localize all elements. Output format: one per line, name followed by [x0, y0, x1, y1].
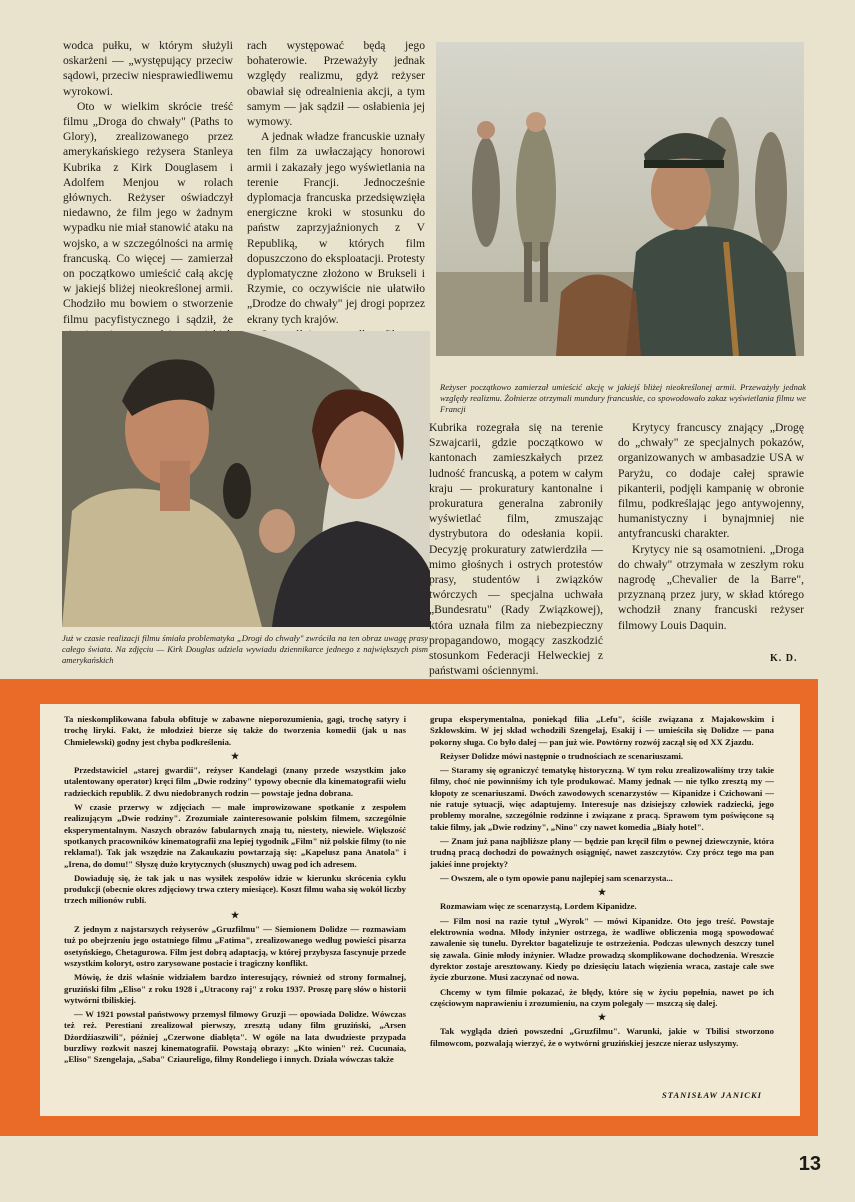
- photo-officer-scene: [436, 42, 804, 356]
- article-signature: K. D.: [770, 653, 798, 664]
- panel-column-left: [64, 714, 406, 1069]
- paragraph: wodca pułku, w którym służyli oskarżeni — „występujący przeciw sądowi, przeciw niesprawiedliwemu wyrokowi.: [63, 39, 233, 98]
- paragraph: Rozmawiam więc ze scenarzystą, Lordem Kipanidze.: [440, 901, 637, 912]
- star-separator: ★: [230, 909, 240, 920]
- panel-signature: STANISŁAW JANICKI: [662, 1090, 762, 1100]
- caption-left: Już w czasie realizacji filmu śmiała problematyka „Drogi do chwały" zwróciła na ten obraz uwagę prasy całego świata. Na zdjęciu — Kirk Douglas udziela wywiadu dziennikarce jednego z największych pism amerykańskich: [62, 633, 428, 665]
- paragraph: Dowiaduję się, że tak jak u nas wysiłek zespołów idzie w kierunku skrócenia cyklu produkcji (obecnie okres zdjęciowy trwa cztery miesiące). Koszt filmu waha się wokół liczby trzech milionów rubli.: [64, 872, 406, 906]
- paragraph: Oto w wielkim skrócie treść filmu „Droga do chwały" (Paths to Glory), zrealizowanego przez amerykańskiego reżysera Stanleya Kubrika z Kirk Douglasem i Adolfem Menjou w rolach głównych. Reżyser oświadczył niedawno, że film jego w żadnym wypadku nie miał stanowić ataku na wojsko, a w szczególności na armię francuską. Co więcej — zamierzał on początkowo umieścić całą akcję w jakiejś bliżej nieokreślonej armii. Chodziło mu bowiem o stworzenie filmu pacyfistycznego i sądził, że: [63, 99, 233, 326]
- paragraph: Tak wygląda dzień powszedni „Gruzfilmu". Warunki, jakie w Tbilisi stworzono filmowcom, pozwalają wierzyć, że o wytwórni gruzińskiej jeszcze nieraz usłyszymy.: [430, 1026, 774, 1048]
- paragraph: rach występować będą jego bohaterowie. Przeważyły jednak względy realizmu, gdyż reżyser obawiał się odrealnienia akcji, a tym samym — jak sądził — osłabienia jej wymowy.: [247, 39, 425, 129]
- article-column-3: [429, 420, 603, 678]
- paragraph: Reżyser Dolidze mówi następnie o trudnościach ze scenariuszami.: [440, 750, 684, 761]
- paragraph: A jednak władze francuskie uznały ten film za uwłaczający honorowi armii i zakazały jego wyświetlania na terenie Francji. Jednocześnie dyplomacja francuska przedsięwzięła energiczne kroki w stosunku do państw zaprzyjaźnionych z V Republiką, w których film dopuszczono do eksploatacji. Protesty dyplomatyczne złożono w Brukseli i Rzymie, co oczywiście nie ułatwiło „Drodze do chwały" jej drogi poprzez ekrany tych krajów.: [247, 130, 425, 326]
- article-column-1: [63, 38, 233, 357]
- paragraph: Krytycy nie są osamotnieni. „Droga do chwały" otrzymała w zeszłym roku nagrodę „Chevalier de la Barre", przyznaną przez jury, w skład którego wchodził znany francuski reżyser filmowy Louis Daquin.: [618, 542, 804, 632]
- star-separator: ★: [230, 750, 240, 761]
- paragraph: — Znam już pana najbliższe plany — będzie pan kręcił film o pewnej dziewczynie, która trudną pracą dochodzi do poważnych osiągnięć, nawet zaszczytów. Czy prócz tego ma pan jakieś inne projekty?: [430, 835, 774, 869]
- page-number: 13: [798, 1153, 821, 1175]
- paragraph: — Owszem, ale o tym opowie panu najlepiej sam scenarzysta...: [440, 872, 673, 883]
- paragraph: Kubrika rozegrała się na terenie Szwajcarii, gdzie początkowo w kantonach zamieszkałych przez ludność francuską, a potem w całym kraju — prokuratury kantonalne i prokuratura generalna zabroniły wyświetlać film, zmuszając dystrybutora do odesłania kopii. Decyzję prokuratury zatwierdziła — mimo głośnych i ostrych protestów prasy, studentów i związków twórczych — specjalna uchwała „Bundesratu" (Rady Związkowej), która uznała film za niebezpieczny propagandowo, mogący zaszkodzić stosunkom Federacji Helweckiej z państwami ościennymi.: [429, 421, 603, 678]
- paragraph: Krytycy francuscy znający „Drogę do „chwały" ze specjalnych pokazów, organizowanych w ambasadzie USA w Paryżu, co dodaje całej sprawie pikanterii, podjęli kampanię w obronie filmu, podkreślając jego antywojenny, humanistyczny i bynajmniej nie antyfrancuski charakter.: [618, 421, 804, 541]
- paragraph: Mówię, że dziś właśnie widziałem bardzo interesujący, również od strony formalnej, gruziński film „Eliso" z roku 1928 i „Utracony raj" z roku 1937. Proszę parę słów o historii wytwórni tbiliskiej.: [64, 972, 406, 1005]
- photo-interview-image: [62, 331, 430, 627]
- article-column-4: [618, 420, 804, 633]
- article-column-2: [247, 38, 425, 342]
- paragraph: Przedstawiciel „starej gwardii", reżyser Kandelagi (znany przede wszystkim jako utalentowany operator) kręci film „Dwie rodziny" typowy obecnie dla kinematografii wielu radzieckich republik. Z dwu niedobranych rodzin — powstaje jedna dobrana.: [64, 765, 406, 798]
- paragraph: — Staramy się ograniczyć tematykę historyczną. W tym roku zrealizowaliśmy trzy takie filmy, choć nie powinniśmy ich tyle produkować. Mamy jednak — nie tylko zresztą my — kłopoty ze scenariuszami. Dwóch zawodowych scenarzystów — Kipanidze i Czichowani — nie ratuje sytuacji, więc adaptujemy. Interesuje nas dzisiejszy człowiek radziecki, jego problemy moralne, szczególnie rodzinne i związane z pracą. Sprawom tym poświęcone są takie filmy, jak „Dwie rodziny", „Nino" czy nawet komedia „Biały hotel".: [430, 765, 774, 832]
- paragraph: grupa eksperymentalna, poniekąd filia „Lefu", ściśle związana z Majakowskim i Szklowskim. W jej skład wchodzili Szengelaj, Esakij i — umieściła się Dolidze — pana pokorny sługa. Co było dalej — pan już wie. Powtórny rozwój zaczął się od XX Zjazdu.: [430, 714, 774, 747]
- photo-officer-image: [436, 42, 804, 356]
- paragraph: — W 1921 powstał państwowy przemysł filmowy Gruzji — opowiada Dolidze. Wówczas też reż. Perestiani zrealizował pierwszy, zresztą udany film gruziński, „Arsen Dżordżiaszwili", później „Czerwone diablęta". W ogóle na lata dwudzieste przypada burzliwy rozkwit naszej kinematografii. Powstają obrazy: „Kto winien" reż. Cucunaia, „Eliso" Szengelaja, „Saba" Cziaureligo, filmy Rondeliego i innych. Działa wówczas także: [64, 1009, 406, 1065]
- caption-top-right: Reżyser początkowo zamierzał umieścić akcję w jakiejś bliżej nieokreślonej armii. Przeważyły jednak względy realizmu. Żołnierze otrzymali mundury francuskie, co spowodowało zakaz wyświetlania filmu we Francji: [440, 382, 806, 414]
- paragraph: Z jednym z najstarszych reżyserów „Gruzfilmu" — Siemionem Dolidze — rozmawiam tuż po obejrzeniu jego ostatniego filmu „Fatima", zrealizowanego według powieści pisarza osetyńskiego, Chetagurowa. Film jest dobrą adaptacją, w której przybysza fascynuje przede wszystkim koloryt, ostro zarysowane postacie i tragiczny konflikt.: [64, 924, 406, 968]
- gruzfilm-panel: [40, 704, 800, 1116]
- panel-column-right: [430, 714, 774, 1052]
- paragraph: — Film nosi na razie tytuł „Wyrok" — mówi Kipanidze. Oto jego treść. Powstaje elektrownia wodna. Młody inżynier ostrzega, że wadliwe obliczenia mogą spowodować zawalenie się tunelu. Dyrektor bagatelizuje te ostrzeżenia. Podczas ulewnych deszczy tunel się zawala. Ginie młody inżynier. Władze prowadzą skomplikowane dochodzenia. Wreszcie dyrektor zostaje aresztowany. Kiedy po dziesięciu latach więzienia wraca, zastaje całe swe życie zburzone. Musi zaczynać od nowa.: [430, 915, 774, 983]
- paragraph: Chcemy w tym filmie pokazać, że błędy, które się w życiu popełnia, nawet po ich częściowym naprawieniu i zrozumieniu, na czym polegały — mszczą się dalej.: [430, 986, 774, 1008]
- photo-interview: [62, 331, 430, 627]
- star-separator: ★: [597, 1012, 607, 1023]
- paragraph: W czasie przerwy w zdjęciach — małe improwizowane spotkanie z zespołem realizującym „Dwie rodziny". Zrozumiałe zainteresowanie polskim filmem, szczególnie eksperymentalnym. Naszych obrazów fabularnych znają tu, niestety, niewiele. Większość spotkanych pracowników kinematografii zna lepiej tygodnik „Film" niż polskie filmy (to nie reklama!). Tak jak wszędzie na Zakaukaziu powtarzają się: „Kapelusz pana Anatola" i „Irena, do domu!" Słyszę dużo krytycznych (słusznych) uwag pod ich adresem.: [64, 802, 406, 869]
- paragraph: Ta nieskomplikowana fabuła obfituje w zabawne nieporozumienia, gagi, trochę satyry i trochę liryki. Fakt, że młodzież bierze się także do tworzenia komedii (jak u nas Chmielewski) godny jest chyba podkreślenia.: [64, 714, 406, 747]
- star-separator: ★: [597, 887, 607, 898]
